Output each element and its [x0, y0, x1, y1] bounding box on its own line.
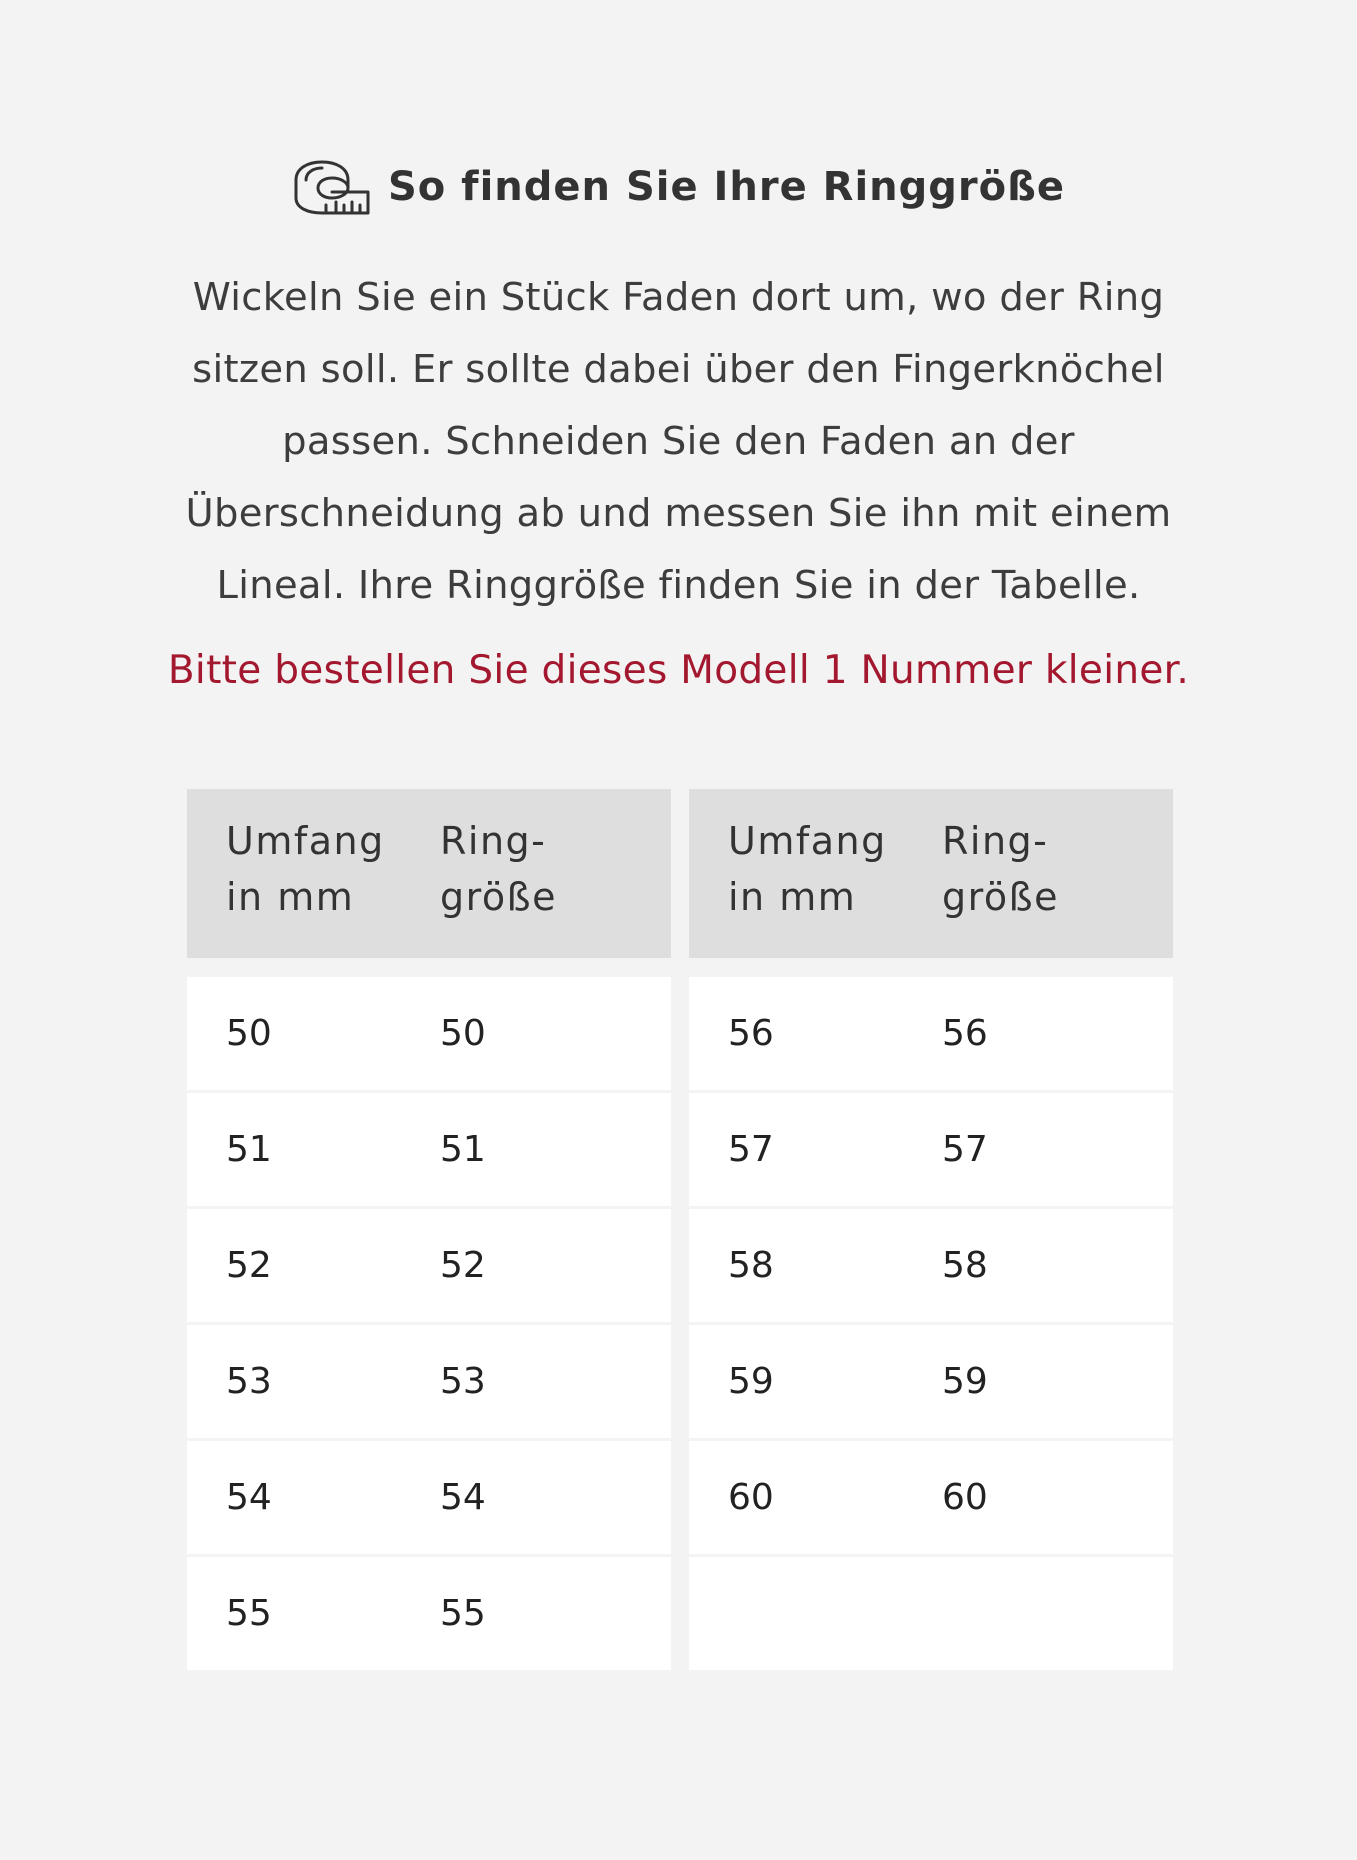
section-heading: [0, 158, 1357, 216]
header-ring-size: Ring- größe: [942, 819, 1059, 919]
cell-ring-size: 57: [942, 1129, 988, 1170]
table-row: [689, 1093, 1173, 1206]
cell-ring-size: 51: [440, 1129, 486, 1170]
table-row: [187, 1325, 671, 1438]
cell-circumference: 53: [226, 1361, 272, 1402]
instructions-text: [120, 262, 1237, 622]
cell-ring-size: 60: [942, 1477, 988, 1518]
cell-ring-size: 50: [440, 1013, 486, 1054]
cell-circumference: 55: [226, 1593, 272, 1634]
header-circumference: Umfang in mm: [728, 819, 887, 919]
ring-size-table-left: [187, 789, 671, 1673]
ring-size-table-right: [689, 789, 1173, 1673]
table-row: [689, 1325, 1173, 1438]
size-notice: Bitte bestellen Sie dieses Modell 1 Nummer kleiner.: [167, 648, 1190, 693]
instructions-line: Wickeln Sie ein Stück Faden dort um, wo der Ring: [192, 275, 1165, 320]
cell-ring-size: 56: [942, 1013, 988, 1054]
table-row: [187, 977, 671, 1090]
cell-circumference: 50: [226, 1013, 272, 1054]
cell-circumference: 56: [728, 1013, 774, 1054]
instructions-line: Überschneidung ab und messen Sie ihn mit einem: [185, 491, 1172, 536]
cell-ring-size: 55: [440, 1593, 486, 1634]
cell-ring-size: 59: [942, 1361, 988, 1402]
table-row: [689, 1441, 1173, 1554]
cell-ring-size: 53: [440, 1361, 486, 1402]
instructions-line: sitzen soll. Er sollte dabei über den Fingerknöchel: [192, 347, 1165, 392]
cell-circumference: 52: [226, 1245, 272, 1286]
table-row: [187, 1441, 671, 1554]
table-row: [689, 1209, 1173, 1322]
measuring-tape-icon: [292, 158, 370, 216]
instructions-line: Lineal. Ihre Ringgröße finden Sie in der Tabelle.: [216, 563, 1141, 608]
table-row: [187, 1209, 671, 1322]
header-ring-size: Ring- größe: [440, 819, 557, 919]
table-row: [187, 1093, 671, 1206]
cell-circumference: 58: [728, 1245, 774, 1286]
cell-ring-size: 52: [440, 1245, 486, 1286]
table-row: [689, 977, 1173, 1090]
cell-circumference: 57: [728, 1129, 774, 1170]
cell-circumference: 54: [226, 1477, 272, 1518]
cell-circumference: 51: [226, 1129, 272, 1170]
header-circumference: Umfang in mm: [226, 819, 385, 919]
table-header: [187, 789, 671, 958]
cell-ring-size: 54: [440, 1477, 486, 1518]
table-row: [187, 1557, 671, 1670]
page-title: So finden Sie Ihre Ringgröße: [387, 164, 1066, 210]
cell-circumference: 60: [728, 1477, 774, 1518]
cell-ring-size: 58: [942, 1245, 988, 1286]
cell-circumference: 59: [728, 1361, 774, 1402]
table-header: [689, 789, 1173, 958]
table-row: [689, 1557, 1173, 1670]
instructions-line: passen. Schneiden Sie den Faden an der: [282, 419, 1075, 464]
